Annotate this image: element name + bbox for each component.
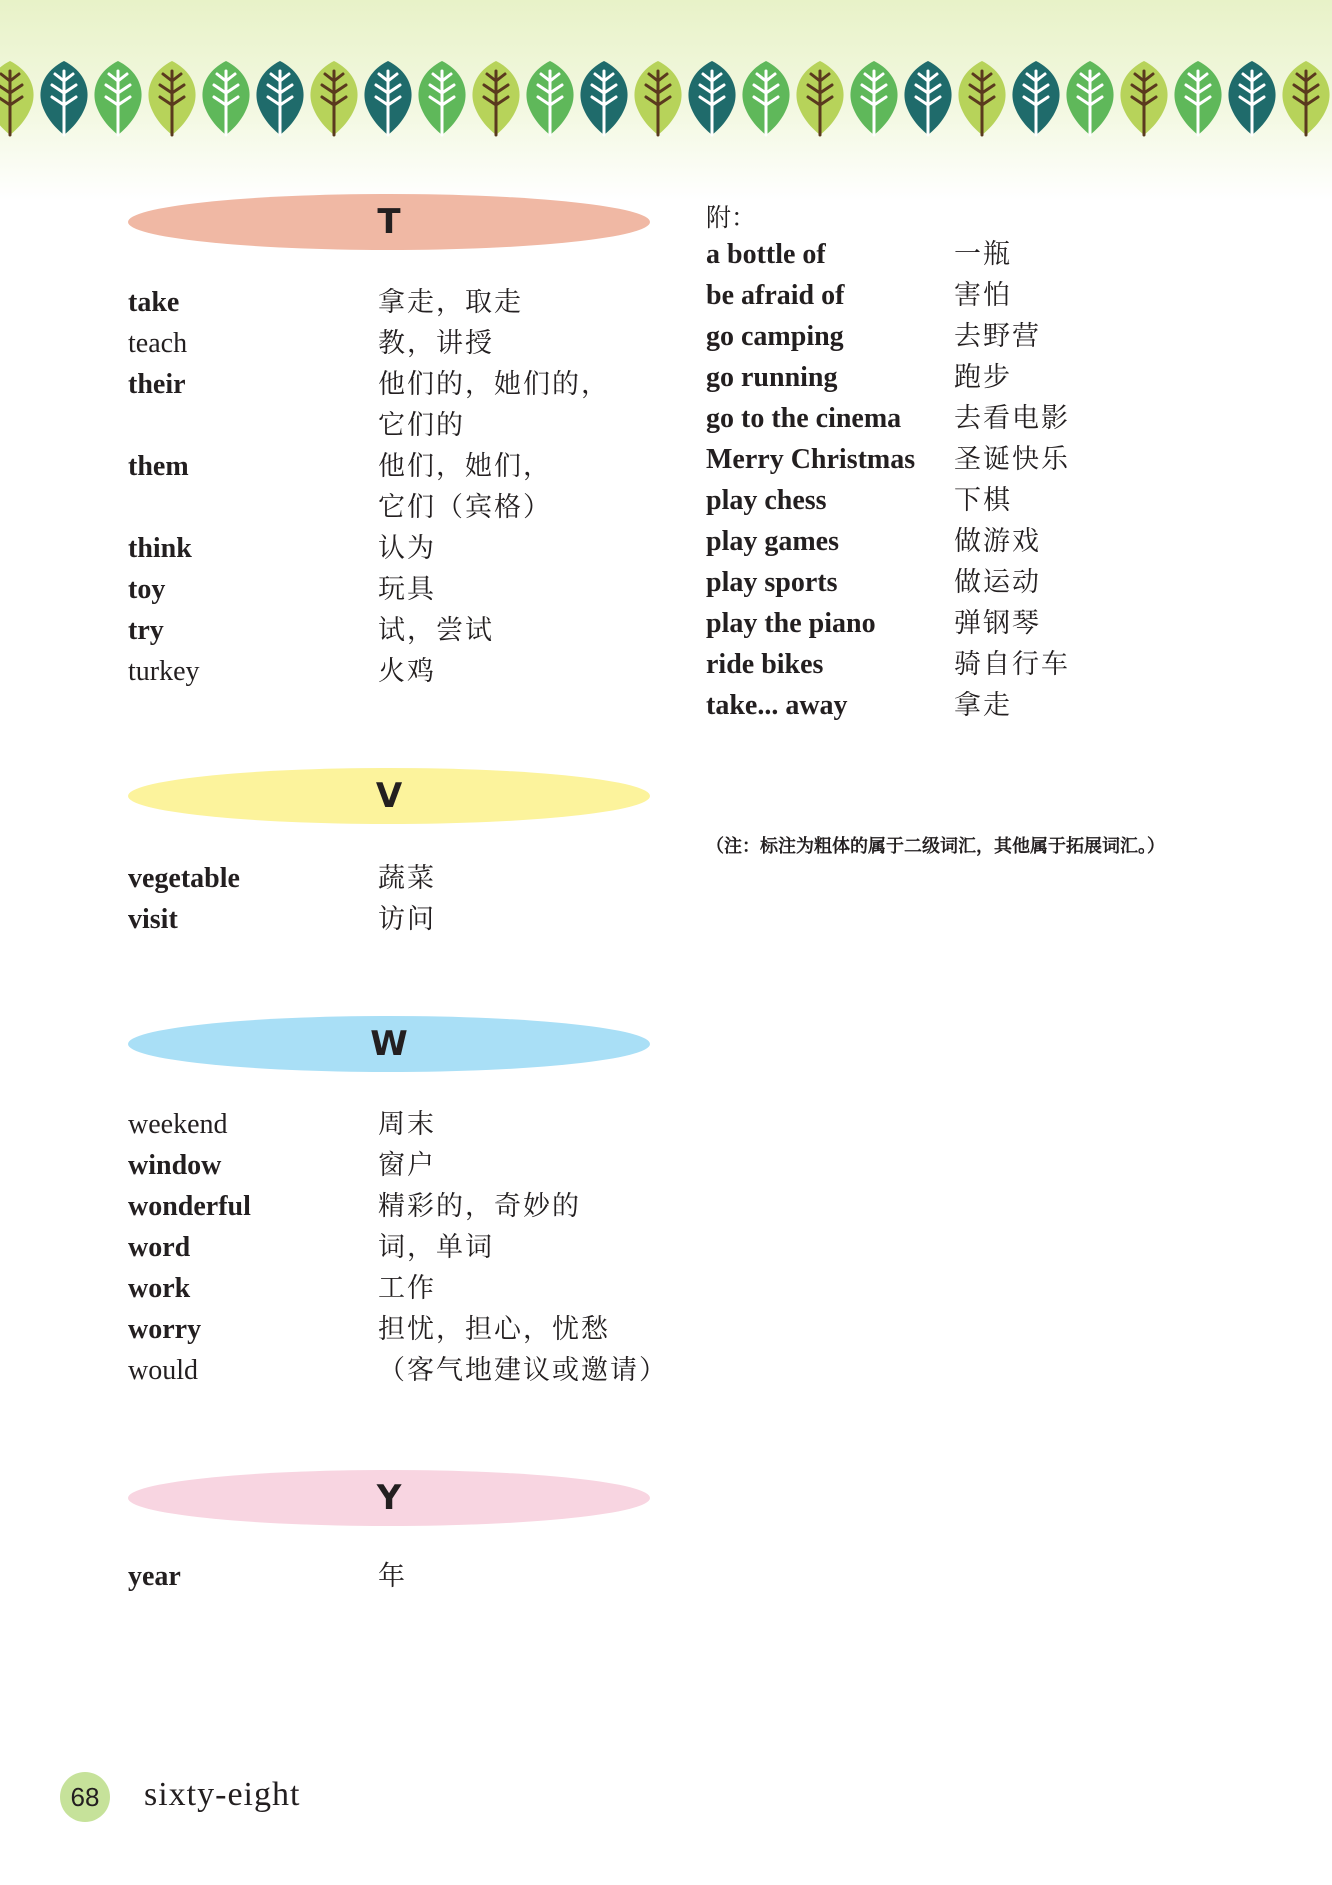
word-list-w (128, 1104, 688, 1391)
leaf-icon (580, 61, 627, 135)
leaf-icon (94, 61, 141, 135)
leaf-icon (472, 61, 519, 135)
leaf-icon (850, 61, 897, 135)
chinese-meaning (378, 323, 688, 364)
chinese-meaning-line: 访问 (378, 904, 436, 935)
english-phrase: a bottle of (706, 239, 826, 270)
chinese-meaning-line: 他们，她们， (378, 451, 552, 482)
chinese-meaning: 跑步 (954, 362, 1012, 393)
leaf-icon (742, 61, 789, 135)
word-entry (128, 858, 688, 899)
phrase-entry (706, 316, 1266, 357)
chinese-meaning (378, 858, 688, 899)
chinese-meaning: 弹钢琴 (954, 608, 1041, 639)
chinese-meaning (378, 282, 688, 323)
english-word: year (128, 1561, 181, 1592)
leaf-icon (256, 61, 303, 135)
leaf-icon (310, 61, 357, 135)
english-word: them (128, 451, 189, 482)
chinese-meaning-line: 试，尝试 (378, 615, 494, 646)
chinese-meaning (378, 1268, 688, 1309)
word-entry (128, 569, 688, 610)
chinese-meaning-line: 周末 (378, 1109, 436, 1140)
chinese-meaning (378, 1556, 688, 1597)
word-entry (128, 1268, 688, 1309)
page-number-badge: 68 (60, 1772, 110, 1822)
chinese-meaning-line: 火鸡 (378, 656, 436, 687)
chinese-meaning: 骑自行车 (954, 649, 1070, 680)
chinese-meaning-line: 它们（宾格） (378, 492, 552, 523)
word-entry (128, 651, 688, 692)
english-phrase: take... away (706, 690, 848, 721)
phrase-entry (706, 562, 1266, 603)
english-word: try (128, 615, 164, 646)
phrase-entry (706, 439, 1266, 480)
leaf-icon (688, 61, 735, 135)
leaf-icon (1120, 61, 1167, 135)
leaf-border-icon (0, 52, 1332, 138)
leaf-icon (1282, 61, 1329, 135)
phrase-entry (706, 275, 1266, 316)
chinese-meaning (378, 528, 688, 569)
chinese-meaning-line: 蔬菜 (378, 863, 436, 894)
english-word: worry (128, 1314, 202, 1345)
english-word: teach (128, 328, 188, 359)
chinese-meaning-line: 工作 (378, 1273, 436, 1304)
english-word: word (128, 1232, 191, 1263)
leaf-icon (958, 61, 1005, 135)
chinese-meaning: 去野营 (954, 321, 1041, 352)
chinese-meaning (378, 1227, 688, 1268)
leaf-icon (202, 61, 249, 135)
english-word: think (128, 533, 192, 564)
chinese-meaning (378, 364, 688, 446)
word-entry (128, 446, 688, 528)
top-decoration-band (0, 0, 1332, 200)
word-list-t (128, 282, 688, 692)
word-entry (128, 282, 688, 323)
word-entry (128, 1309, 688, 1350)
chinese-meaning-line: 年 (378, 1561, 407, 1592)
english-word: visit (128, 904, 178, 935)
chinese-meaning-line: 拿走，取走 (378, 287, 523, 318)
vocabulary-note: （注：标注为粗体的属于二级词汇，其他属于拓展词汇。） (706, 836, 1165, 857)
chinese-meaning (378, 569, 688, 610)
english-word: wonderful (128, 1191, 251, 1222)
section-header-w (128, 1016, 650, 1072)
english-phrase: play games (706, 526, 839, 557)
english-phrase: Merry Christmas (706, 444, 916, 475)
chinese-meaning: 去看电影 (954, 403, 1070, 434)
chinese-meaning (378, 651, 688, 692)
leaf-icon (1012, 61, 1059, 135)
phrase-entry (706, 480, 1266, 521)
chinese-meaning: 做运动 (954, 567, 1041, 598)
english-word: vegetable (128, 863, 240, 894)
chinese-meaning-line: 词，单词 (378, 1232, 494, 1263)
chinese-meaning-line: 他们的，她们的， (378, 369, 610, 400)
chinese-meaning (378, 1186, 688, 1227)
chinese-meaning (378, 899, 688, 940)
chinese-meaning: 下棋 (954, 485, 1012, 516)
english-phrase: go running (706, 362, 838, 393)
chinese-meaning: 害怕 (954, 280, 1012, 311)
appendix-title: 附： (706, 203, 757, 232)
chinese-meaning-line: 窗户 (378, 1150, 436, 1181)
english-phrase: go camping (706, 321, 844, 352)
section-header-t (128, 194, 650, 250)
word-entry (128, 1145, 688, 1186)
phrase-list (706, 234, 1266, 726)
word-entry (128, 323, 688, 364)
word-entry (128, 899, 688, 940)
english-word: turkey (128, 656, 200, 687)
english-word: toy (128, 574, 166, 605)
chinese-meaning-line: 认为 (378, 533, 436, 564)
word-entry (128, 1186, 688, 1227)
english-phrase: ride bikes (706, 649, 824, 680)
chinese-meaning (378, 1309, 688, 1350)
english-phrase: go to the cinema (706, 403, 902, 434)
word-entry (128, 1350, 688, 1391)
leaf-icon (418, 61, 465, 135)
section-letter: W (370, 1024, 408, 1064)
section-header-y (128, 1470, 650, 1526)
phrase-entry (706, 603, 1266, 644)
leaf-icon (904, 61, 951, 135)
phrase-entry (706, 521, 1266, 562)
word-entry (128, 364, 688, 446)
leaf-icon (40, 61, 87, 135)
leaf-icon (1228, 61, 1275, 135)
phrase-entry (706, 685, 1266, 726)
chinese-meaning-line: 精彩的，奇妙的 (378, 1191, 581, 1222)
phrase-entry (706, 357, 1266, 398)
chinese-meaning: 拿走 (954, 690, 1012, 721)
chinese-meaning (378, 1350, 688, 1391)
chinese-meaning: 一瓶 (954, 239, 1012, 270)
chinese-meaning (378, 446, 688, 528)
chinese-meaning (378, 1145, 688, 1186)
english-word: weekend (128, 1109, 228, 1140)
section-letter: T (377, 202, 401, 242)
english-phrase: play the piano (706, 608, 876, 639)
chinese-meaning (378, 610, 688, 651)
english-word: work (128, 1273, 191, 1304)
page-number-words: sixty-eight (144, 1776, 301, 1813)
chinese-meaning-line: 担忧，担心，忧愁 (378, 1314, 610, 1345)
chinese-meaning: 圣诞快乐 (954, 444, 1070, 475)
english-phrase: play sports (706, 567, 838, 598)
phrase-entry (706, 234, 1266, 275)
leaf-icon (0, 61, 34, 135)
word-list-v (128, 858, 688, 940)
section-letter: Y (376, 1478, 402, 1518)
english-phrase: be afraid of (706, 280, 845, 311)
word-list-y (128, 1556, 688, 1597)
word-entry (128, 1227, 688, 1268)
section-header-v (128, 768, 650, 824)
leaf-icon (364, 61, 411, 135)
leaf-icon (1066, 61, 1113, 135)
leaf-icon (796, 61, 843, 135)
english-word: window (128, 1150, 222, 1181)
word-entry (128, 1104, 688, 1145)
leaf-icon (634, 61, 681, 135)
english-word: their (128, 369, 186, 400)
chinese-meaning-line: 玩具 (378, 574, 436, 605)
leaf-icon (1174, 61, 1221, 135)
leaf-icon (148, 61, 195, 135)
word-entry (128, 528, 688, 569)
chinese-meaning: 做游戏 (954, 526, 1041, 557)
section-letter: V (375, 776, 403, 816)
english-phrase: play chess (706, 485, 827, 516)
leaf-icon (526, 61, 573, 135)
english-word: take (128, 287, 180, 318)
chinese-meaning-line: （客气地建议或邀请） (378, 1355, 668, 1386)
chinese-meaning-line: 教，讲授 (378, 328, 494, 359)
phrase-entry (706, 398, 1266, 439)
chinese-meaning (378, 1104, 688, 1145)
word-entry (128, 610, 688, 651)
phrase-entry (706, 644, 1266, 685)
chinese-meaning-line: 它们的 (378, 410, 465, 441)
english-word: would (128, 1355, 198, 1386)
word-entry (128, 1556, 688, 1597)
